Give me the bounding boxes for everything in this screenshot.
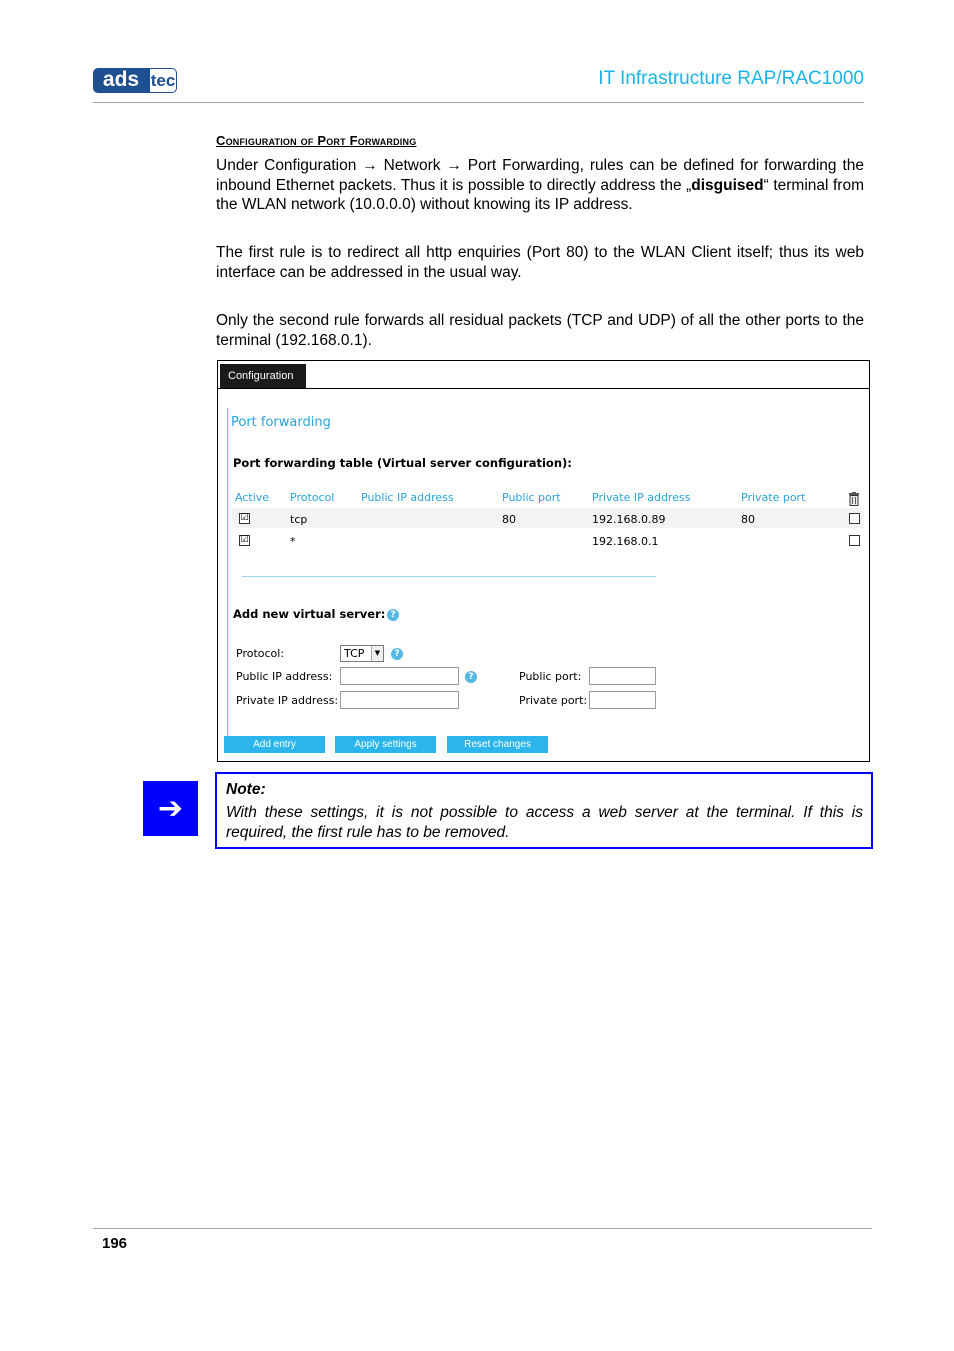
section-heading: Configuration of Port Forwarding <box>216 133 417 148</box>
paragraph-1-text-a: Under Configuration → Network → Port Forwarding, rules can be defined for forwarding the inbound Ethernet packets. Thus it is possible to directly address the „ <box>216 157 864 194</box>
column-header-private-ip: Private IP address <box>592 491 691 504</box>
cell-public-port-row-1: 80 <box>502 513 516 526</box>
port-forwarding-screenshot <box>217 360 870 762</box>
public-port-input[interactable] <box>589 667 656 685</box>
private-ip-label: Private IP address: <box>236 694 339 707</box>
footer-divider <box>93 1228 872 1229</box>
help-icon[interactable]: ? <box>465 671 477 683</box>
public-ip-label: Public IP address: <box>236 670 333 683</box>
checkbox-delete-row-1[interactable] <box>849 513 860 524</box>
private-ip-input[interactable] <box>340 691 459 709</box>
section-divider <box>242 576 656 577</box>
help-icon[interactable]: ? <box>387 609 399 621</box>
protocol-select[interactable] <box>340 645 384 662</box>
cell-protocol-row-2: * <box>290 535 296 548</box>
header-divider <box>93 102 864 103</box>
column-header-private-port: Private port <box>741 491 806 504</box>
cell-private-port-row-1: 80 <box>741 513 755 526</box>
private-port-input[interactable] <box>589 691 656 709</box>
protocol-select-value: TCP <box>344 647 365 660</box>
cell-protocol-row-1: tcp <box>290 513 308 526</box>
add-entry-button[interactable]: Add entry <box>224 736 325 753</box>
trash-icon[interactable] <box>848 492 860 506</box>
logo-tec: tec <box>149 68 177 93</box>
protocol-label: Protocol: <box>236 647 285 660</box>
public-ip-input[interactable] <box>340 667 459 685</box>
paragraph-3: Only the second rule forwards all residual packets (TCP and UDP) of all the other ports to the terminal (192.168.0.1). <box>216 312 864 349</box>
adstec-logo <box>93 68 177 93</box>
table-row <box>232 508 864 528</box>
document-title: IT Infrastructure RAP/RAC1000 <box>598 68 864 89</box>
note-text: With these settings, it is not possible to access a web server at the terminal. If this is required, the first rule has to be removed. <box>226 804 863 841</box>
arrow-right-icon: ➔ <box>143 781 198 836</box>
tab-configuration[interactable]: Configuration <box>220 364 306 388</box>
note-title: Note: <box>226 781 266 798</box>
page-number: 196 <box>102 1235 128 1252</box>
checkbox-active-row-1[interactable]: ☑ <box>240 513 249 523</box>
cell-private-ip-row-1: 192.168.0.89 <box>592 513 666 526</box>
checkbox-active-row-2[interactable]: ☑ <box>240 535 249 545</box>
cell-private-ip-row-2: 192.168.0.1 <box>592 535 659 548</box>
panel-accent-line <box>227 408 231 738</box>
column-header-protocol: Protocol <box>290 491 335 504</box>
paragraph-1-text-b: “ terminal from the WLAN network (10.0.0.0) without knowing its IP address. <box>216 176 864 213</box>
logo-ads: ads <box>93 68 149 93</box>
chevron-down-icon: ▼ <box>371 646 383 661</box>
reset-changes-button[interactable]: Reset changes <box>447 736 548 753</box>
paragraph-1 <box>216 156 864 215</box>
column-header-public-ip: Public IP address <box>361 491 454 504</box>
note-box <box>215 772 873 849</box>
panel-title: Port forwarding <box>231 415 331 430</box>
help-icon[interactable]: ? <box>391 648 403 660</box>
checkbox-delete-row-2[interactable] <box>849 535 860 546</box>
apply-settings-button[interactable]: Apply settings <box>335 736 436 753</box>
public-port-label: Public port: <box>519 670 582 683</box>
screenshot-topbar <box>218 361 869 389</box>
paragraph-2: The first rule is to redirect all http enquiries (Port 80) to the WLAN Client itself; thus its web interface can be addressed in the usual way. <box>216 244 864 281</box>
private-port-label: Private port: <box>519 694 588 707</box>
column-header-active: Active <box>235 491 270 504</box>
add-server-title: Add new virtual server: <box>233 607 386 621</box>
table-title: Port forwarding table (Virtual server configuration): <box>233 456 572 470</box>
column-header-public-port: Public port <box>502 491 561 504</box>
paragraph-1-bold: disguised <box>691 176 764 194</box>
